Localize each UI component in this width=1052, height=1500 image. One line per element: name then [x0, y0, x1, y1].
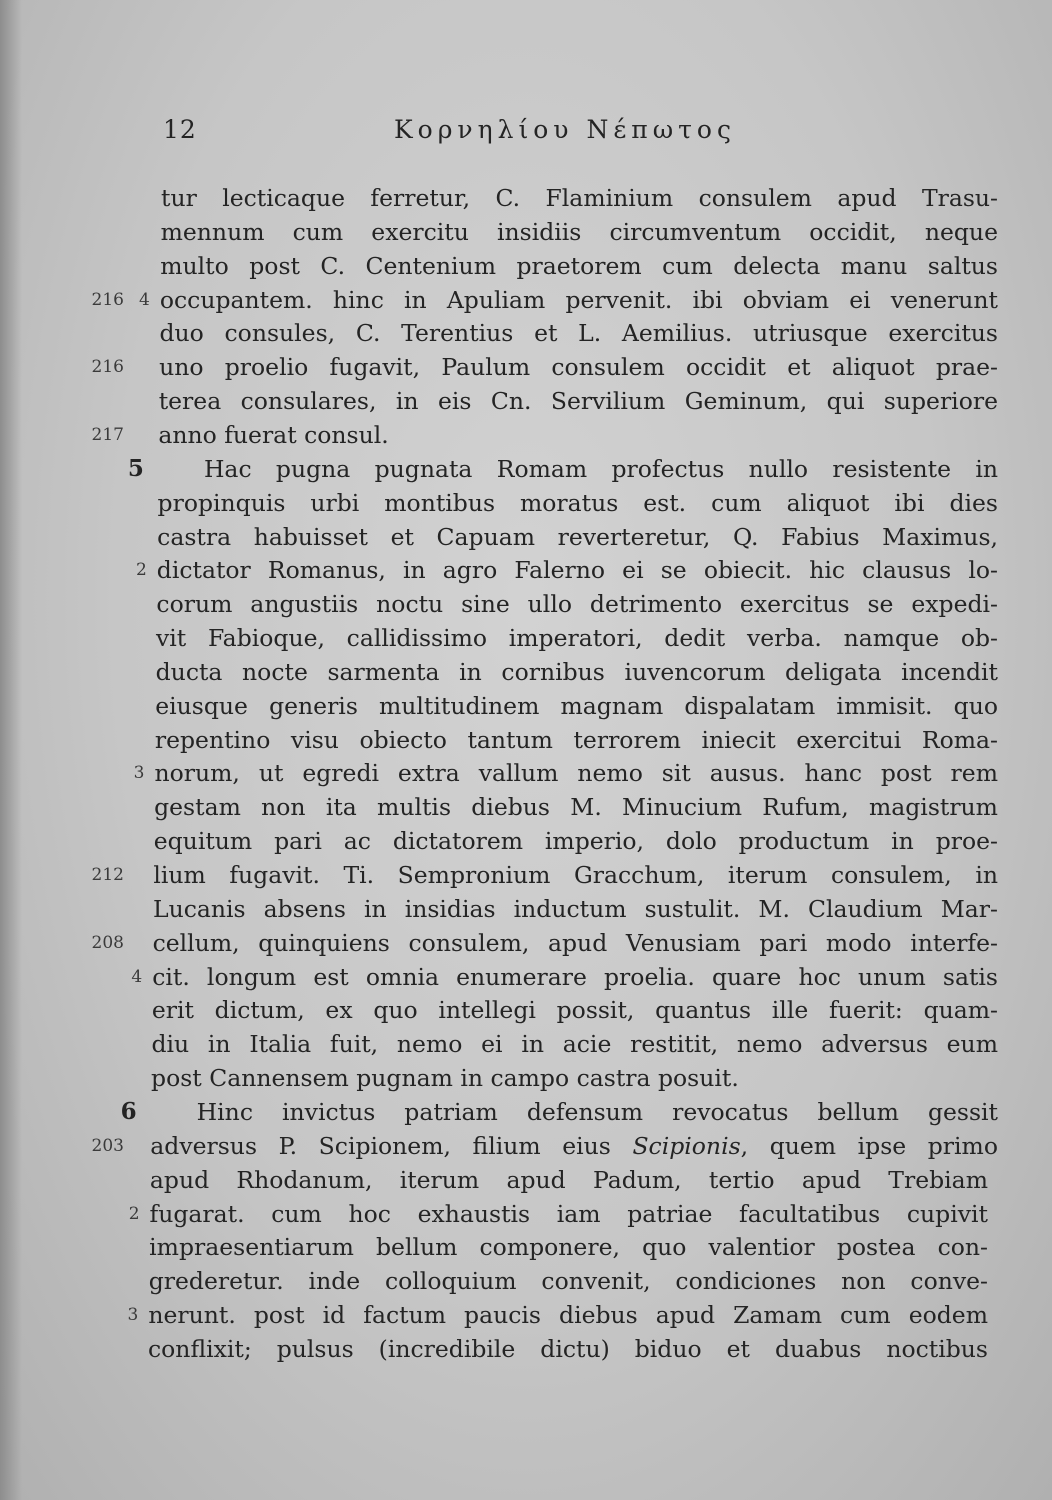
- margin-year-number: 203: [91, 1135, 124, 1156]
- text-line: Hac pugna pugnata Romam profectus nullo resistente in: [203, 454, 998, 483]
- text-line: dictator Romanus, in agro Falerno ei se obiecit. hic clausus lo-: [156, 556, 998, 585]
- subsection-number: 4: [139, 289, 150, 310]
- margin-year-number: 208: [91, 932, 124, 953]
- margin-year-number: 216: [91, 357, 124, 378]
- text-line: apud Rhodanum, iterum apud Padum, tertio apud Trebiam: [149, 1165, 988, 1194]
- text-line: diu in Italia fuit, nemo ei in acie restitit, nemo adversus eum: [151, 1030, 998, 1059]
- text-line: vit Fabioque, callidissimo imperatori, dedit verba. namque ob-: [156, 624, 998, 653]
- text-line: duo consules, C. Terentius et L. Aemilius. utriusque exercitus: [159, 319, 998, 348]
- margin-year-number: 216: [91, 289, 124, 310]
- running-title: Κορνηλίου Νέπωτος: [394, 115, 736, 144]
- text-line: nerunt. post id factum paucis diebus apud Zamam cum eodem: [148, 1301, 988, 1330]
- text-line: cit. longum est omnia enumerare proelia. quare hoc unum satis: [152, 962, 998, 991]
- text-line: terea consulares, in eis Cn. Servilium Geminum, qui superiore: [158, 387, 998, 416]
- text-line: post Cannensem pugnam in campo castra posuit.: [151, 1064, 739, 1093]
- text-line: impraesentiarum bellum componere, quo valentior postea con-: [149, 1233, 988, 1262]
- text-segment: adversus P. Scipionem, filium eius: [150, 1131, 633, 1160]
- text-line: Hinc invictus patriam defensum revocatus bellum gessit: [196, 1097, 998, 1126]
- text-line: uno proelio fugavit, Paulum consulem occidit et aliquot prae-: [159, 353, 998, 382]
- subsection-number: 3: [127, 1305, 139, 1326]
- text-line: cellum, quinquiens consulem, apud Venusiam pari modo interfe-: [152, 928, 998, 957]
- text-line: lium fugavit. Ti. Sempronium Gracchum, iterum consulem, in: [153, 861, 998, 889]
- margin-year-number: 217: [91, 424, 124, 445]
- text-line: multo post C. Centenium praetorem cum delecta manu saltus: [160, 251, 998, 280]
- text-line: fugarat. cum hoc exhaustis iam patriae facultatibus cupivit: [149, 1199, 988, 1228]
- italic-name: Scipionis: [632, 1131, 741, 1160]
- text-segment: , quem ipse primo: [740, 1131, 998, 1160]
- subsection-number: 4: [131, 966, 143, 987]
- text-line: conflixit; pulsus (incredibile dictu) biduo et duabus noctibus: [148, 1334, 988, 1363]
- text-line: mennum cum exercitu insidiis circumventum occidit, neque: [160, 217, 998, 246]
- text-line: norum, ut egredi extra vallum nemo sit ausus. hanc post rem: [154, 759, 998, 788]
- text-line: gestam non ita multis diebus M. Minucium Rufum, magistrum: [154, 793, 998, 822]
- subsection-number: 2: [135, 560, 147, 581]
- subsection-number: 2: [128, 1203, 140, 1224]
- page-header: [0, 113, 1052, 153]
- text-line: eiusque generis multitudinem magnam dispalatam immisit. quo: [155, 691, 998, 720]
- chapter-number: 6: [120, 1097, 137, 1125]
- chapter-number: 5: [127, 454, 144, 482]
- text-line: tur lecticaque ferretur, C. Flaminium consulem apud Trasu-: [161, 184, 998, 212]
- text-line: occupantem. hinc in Apuliam pervenit. ibi obviam ei venerunt: [159, 285, 998, 314]
- page-edge-shadow: [0, 0, 22, 1500]
- subsection-number: 3: [133, 763, 145, 784]
- text-line: corum angustiis noctu sine ullo detrimento exercitus se expedi-: [156, 590, 998, 619]
- text-line: repentino visu obiecto tantum terrorem iniecit exercitui Roma-: [154, 725, 998, 754]
- text-line: Lucanis absens in insidias inductum sustulit. M. Claudium Mar-: [152, 894, 998, 923]
- text-line: grederetur. inde colloquium convenit, condiciones non conve-: [148, 1267, 988, 1296]
- text-line: propinquis urbi montibus moratus est. cum aliquot ibi dies: [157, 488, 998, 517]
- text-line: [150, 1129, 998, 1163]
- text-line: castra habuisset et Capuam reverteretur, Q. Fabius Maximus,: [157, 522, 998, 551]
- page-number: 12: [163, 115, 197, 144]
- text-line: anno fuerat consul.: [158, 420, 389, 449]
- text-line: equitum pari ac dictatorem imperio, dolo productum in proe-: [153, 827, 998, 856]
- margin-year-number: 212: [91, 865, 124, 885]
- text-line: erit dictum, ex quo intellegi possit, quantus ille fuerit: quam-: [151, 996, 998, 1025]
- text-line: ducta nocte sarmenta in cornibus iuvencorum deligata incendit: [155, 657, 998, 686]
